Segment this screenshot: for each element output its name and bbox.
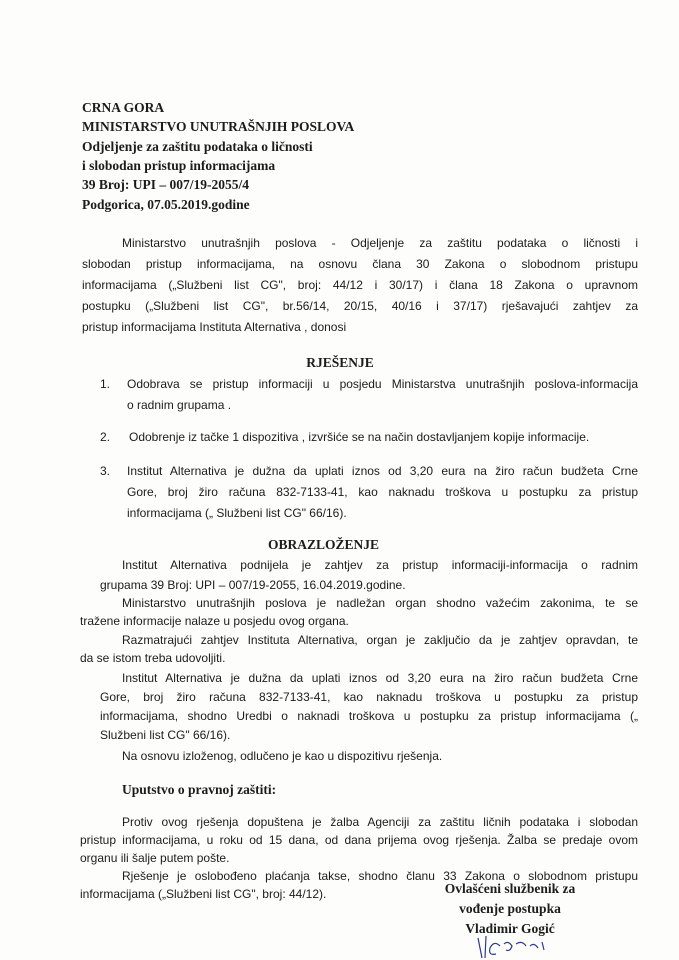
section-title: OBRAZLOŽENJE xyxy=(268,537,380,552)
text-line: tražene informacije nalaze u posjedu ovog organa. xyxy=(80,614,349,628)
text-line: Ministarstvo unutrašnjih poslova - Odjeljenje za zaštitu podataka o ličnosti i xyxy=(122,236,638,250)
text-line: Odobrenje iz tačke 1 dispozitiva , izvršiće se na način dostavljanjem kopije informacije. xyxy=(129,430,590,444)
handwritten-signature xyxy=(438,932,588,960)
text-line: informacijama, shodno Uredbi o naknadi troškova u postupku za pristup informacijama („ xyxy=(100,709,638,723)
department-name: Odjeljenje za zaštitu podataka o ličnosti xyxy=(82,139,313,154)
signatory-name: Vladimir Gogić xyxy=(465,921,555,936)
text-line: Ministarstvo unutrašnjih poslova je nadležan organ shodno važećim zakonima, te se xyxy=(122,596,638,610)
text-line: informacijama („Službeni list CG", broj: 44/12). xyxy=(80,887,327,901)
text-line: informacijama („Službeni list CG", broj: 44/12 i 30/17) i člana 18 Zakona o upravnom xyxy=(82,278,638,292)
department-name-cont: i slobodan pristup informacijama xyxy=(82,158,276,173)
item-number: 1. xyxy=(100,377,111,391)
section-title: RJEŠENJE xyxy=(306,355,374,370)
text-line: pristup informacijama, u roku od 15 dana, od dana prijema ovog rješenja. Žalba se predaje ovom xyxy=(80,833,638,847)
text-line: o radnim grupama . xyxy=(127,398,232,412)
text-line: grupama 39 Broj: UPI – 007/19-2055, 16.04.2019.godine. xyxy=(100,578,406,592)
text-line: organu ili šalje putem pošte. xyxy=(80,851,230,865)
section-title: Uputstvo o pravnoj zaštiti: xyxy=(122,782,277,797)
text-line: Odobrava se pristup informaciji u posjedu Ministarstva unutrašnjih poslova-informacija xyxy=(127,377,638,391)
text-line: Gore, broj žiro računa 832-7133-41, kao naknadu troškova u postupku za pristup xyxy=(127,485,638,499)
text-line: Institut Alternativa je dužna da uplati iznos od 3,20 eura na žiro račun budžeta Crne xyxy=(127,464,638,478)
place-date: Podgorica, 07.05.2019.godine xyxy=(82,197,250,212)
signatory-title: Ovlašćeni službenik za xyxy=(444,881,576,896)
text-line: slobodan pristup informacijama, na osnovu člana 30 Zakona o slobodnom pristupu xyxy=(82,257,638,271)
text-line: Gore, broj žiro računa 832-7133-41, kao naknadu troškova u postupku za pristup xyxy=(100,690,638,704)
text-line: postupku („Službeni list CG", br.56/14, 20/15, 40/16 i 37/17) rješavajući zahtjev za xyxy=(82,299,638,313)
reference-number: 39 Broj: UPI – 007/19-2055/4 xyxy=(82,177,249,192)
text-line: Institut Alternativa je dužna da uplati iznos od 3,20 eura na žiro račun budžeta Crne xyxy=(122,671,638,685)
text-line: Protiv ovog rješenja dopuštena je žalba Agenciji za zaštitu ličnih podataka i slobodan xyxy=(122,815,638,829)
text-line: pristup informacijama Instituta Alternativa , donosi xyxy=(82,320,347,334)
text-line: Službeni list CG" 66/16). xyxy=(100,728,231,742)
text-line: Razmatrajući zahtjev Instituta Alternativa, organ je zaključio da je zahtjev opravdan, te xyxy=(122,633,638,647)
text-line: da se istom treba udovoljiti. xyxy=(80,651,226,665)
country-name: CRNA GORA xyxy=(82,100,165,115)
text-line: Na osnovu izloženog, odlučeno je kao u dispozitivu rješenja. xyxy=(122,749,443,763)
signatory-role: vođenje postupka xyxy=(459,901,561,916)
text-line: Institut Alternativa podnijela je zahtjev za pristup informaciji-informacija o radnim xyxy=(122,558,638,572)
item-number: 3. xyxy=(100,464,111,478)
ministry-name: MINISTARSTVO UNUTRAŠNJIH POSLOVA xyxy=(82,119,355,134)
text-line: Rješenje je oslobođeno plaćanja takse, shodno članu 33 Zakona o slobodnom pristupu xyxy=(122,869,638,883)
text-line: informacijama („ Službeni list CG" 66/16). xyxy=(127,506,347,520)
item-number: 2. xyxy=(100,430,111,444)
